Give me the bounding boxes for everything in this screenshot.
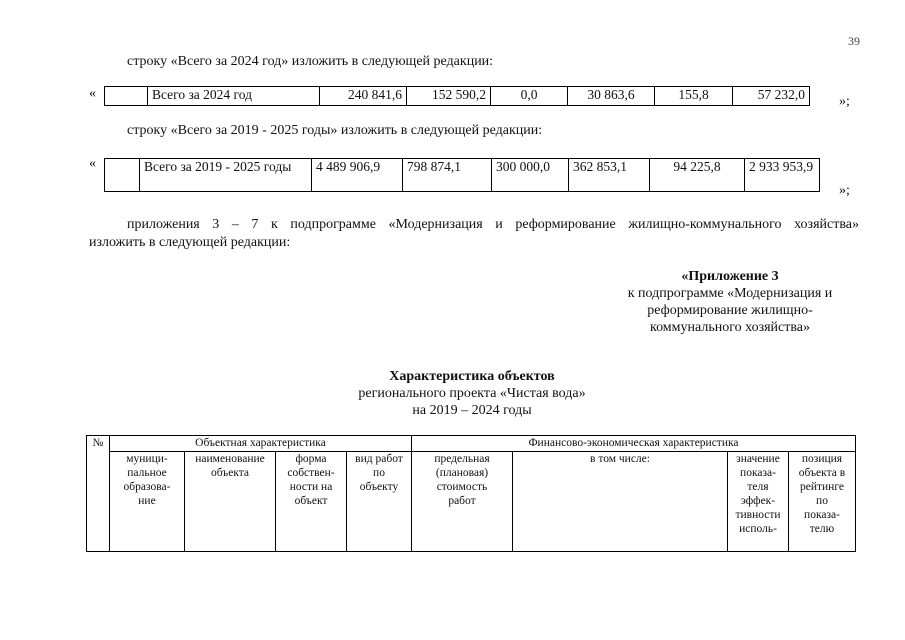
row-label: Всего за 2019 - 2025 годы <box>140 159 312 192</box>
paragraph-line: изложить в следующей редакции: <box>89 235 291 250</box>
value-cell: 57 232,0 <box>733 87 810 106</box>
row-label: Всего за 2024 год <box>148 87 320 106</box>
value-cell: 798 874,1 <box>403 159 492 192</box>
appendix-line: коммунального хозяйства» <box>649 320 811 335</box>
value-cell: 362 853,1 <box>569 159 650 192</box>
header-number: № <box>87 436 110 552</box>
value-cell: 152 590,2 <box>407 87 491 106</box>
close-quote: »; <box>839 183 850 198</box>
heading-line: регионального проекта «Чистая вода» <box>358 386 586 401</box>
heading-title: Характеристика объектов <box>389 369 555 384</box>
objects-table <box>86 435 856 552</box>
value-cell: 30 863,6 <box>568 87 655 106</box>
appendix-title: «Приложение 3 <box>681 269 779 284</box>
value-cell: 2 933 953,9 <box>745 159 820 192</box>
value-cell: 300 000,0 <box>492 159 569 192</box>
header-object-characteristics: Объектная характеристика <box>110 436 412 452</box>
appendix-header <box>600 268 860 336</box>
value-cell: 155,8 <box>655 87 733 106</box>
header-ownership: форма собствен- ности на объект <box>276 452 347 552</box>
empty-cell <box>105 159 140 192</box>
value-cell: 4 489 906,9 <box>312 159 403 192</box>
page-number: 39 <box>848 34 860 48</box>
header-efficiency: значение показа- теля эффек- тивности исполь- <box>728 452 789 552</box>
value-cell: 240 841,6 <box>320 87 407 106</box>
open-quote: « <box>89 156 96 171</box>
total-2019-2025-row <box>104 158 820 192</box>
paragraph-line: приложения 3 – 7 к подпрограмме «Модернизация и реформирование жилищно-коммунального хозяйства» <box>127 217 859 232</box>
paragraph-row2-intro: строку «Всего за 2019 - 2025 годы» изложить в следующей редакции: <box>127 123 543 138</box>
close-quote: »; <box>839 94 850 109</box>
paragraph-row1-intro: строку «Всего за 2024 год» изложить в следующей редакции: <box>127 54 494 69</box>
appendix-line: к подпрограмме «Модернизация и <box>627 286 833 301</box>
appendix-line: реформирование жилищно- <box>647 303 813 318</box>
header-financial-characteristics: Финансово-экономическая характеристика <box>412 436 856 452</box>
header-municipality: муници- пальное образова- ние <box>110 452 185 552</box>
paragraph-appendices <box>89 216 859 252</box>
header-object-name: наименование объекта <box>185 452 276 552</box>
value-cell: 0,0 <box>491 87 568 106</box>
header-work-type: вид работ по объекту <box>347 452 412 552</box>
header-cost: предельная (плановая) стоимость работ <box>412 452 513 552</box>
header-including: в том числе: <box>513 452 728 552</box>
heading-line: на 2019 – 2024 годы <box>412 403 532 418</box>
empty-cell <box>105 87 148 106</box>
open-quote: « <box>89 86 96 101</box>
value-cell: 94 225,8 <box>650 159 745 192</box>
section-heading <box>272 368 672 419</box>
header-rating: позиция объекта в рейтинге по показа- телю <box>789 452 856 552</box>
total-2024-row <box>104 86 810 106</box>
